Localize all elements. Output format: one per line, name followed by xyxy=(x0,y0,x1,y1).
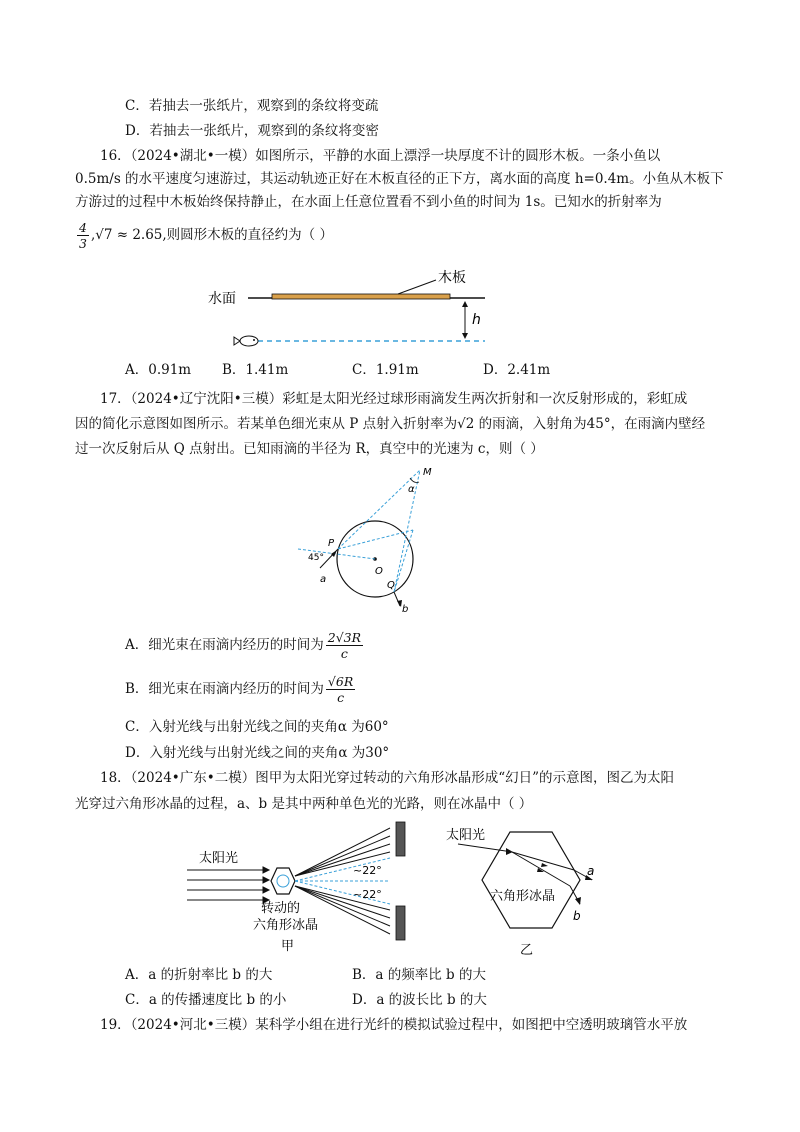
q18-figure-yi xyxy=(440,822,610,958)
q17-option-a: A．细光束在雨滴内经历的时间为 $\frac{2√3R}{c}$ xyxy=(125,630,362,661)
board-label: 木板 xyxy=(438,270,466,286)
label-alpha: α xyxy=(408,484,415,495)
q17-stem-line2: 因的简化示意图如图所示。若某单色细光束从 P 点射入折射率为√2 的雨滴，入射角为45°，在雨滴内壁经 xyxy=(75,416,706,432)
height-arrow-top xyxy=(462,301,468,307)
label-b-yi: b xyxy=(573,909,581,923)
height-arrow-bottom xyxy=(462,333,468,339)
crystal-label-yi: 六角形冰晶 xyxy=(490,889,556,904)
label-b: b xyxy=(402,604,409,615)
q18-option-b: B．a 的频率比 b 的大 xyxy=(352,967,486,983)
incident-arrow-yi xyxy=(506,848,513,855)
q16-option-b: B．1.41m xyxy=(222,362,289,378)
inner-ray-2 xyxy=(394,530,413,592)
q16-option-c: C．1.91m xyxy=(352,362,419,378)
water-label: 水面 xyxy=(208,291,236,307)
q17-option-c: C．入射光线与出射光线之间的夹角α 为60° xyxy=(125,719,389,735)
sun-label-jia: 太阳光 xyxy=(199,851,239,866)
q18-option-a: A．a 的折射率比 b 的大 xyxy=(125,967,273,983)
screen-lower xyxy=(396,906,405,940)
screen-upper xyxy=(396,822,405,856)
q16-stem-line1: 16．（2024•湖北•一模）如图所示，平静的水面上漂浮一块厚度不计的圆形木板。一条小鱼以 xyxy=(100,148,661,164)
q17-option-d: D．入射光线与出射光线之间的夹角α 为30° xyxy=(125,745,390,761)
q15-option-d: D．若抽去一张纸片，观察到的条纹将变密 xyxy=(125,123,379,139)
label-45deg: 45° xyxy=(308,553,324,563)
arrow-a-inside xyxy=(541,863,548,867)
q18-stem-line2: 光穿过六角形冰晶的过程，a、b 是其中两种单色光的光路，则在冰晶中（ ） xyxy=(75,796,533,812)
incident-extension xyxy=(338,470,420,549)
arrow-b-exit xyxy=(575,897,581,905)
q16-figure xyxy=(200,260,500,355)
incident-ray-yi xyxy=(458,844,512,852)
q15-option-c: C．若抽去一张纸片，观察到的条纹将变疏 xyxy=(125,98,379,114)
label-a-yi: a xyxy=(587,864,595,878)
sunlight-rays-jia xyxy=(187,867,269,903)
height-label: h xyxy=(472,312,481,328)
rotating-label-1: 转动的 xyxy=(261,901,301,916)
label-p: P xyxy=(328,538,335,549)
q16-option-a: A．0.91m xyxy=(125,362,192,378)
q19-stem-line1: 19．（2024•河北•三模）某科学小组在进行光纤的模拟试验过程中，如图把中空透明玻璃管水平放 xyxy=(100,1017,688,1033)
label-a: a xyxy=(320,574,327,585)
q17-option-b: B．细光束在雨滴内经历的时间为 $\frac{√6R}{c}$ xyxy=(125,674,354,705)
label-m: M xyxy=(423,467,432,478)
label-q: Q xyxy=(387,580,395,591)
q16-stem-line4: $\frac{4}{3}$ ,√7 ≈ 2.65,则圆形木板的直径约为（ ） xyxy=(79,220,333,251)
ray-b-inside xyxy=(512,852,570,886)
q16-option-d: D．2.41m xyxy=(483,362,551,378)
q17-figure xyxy=(290,460,440,615)
hex-crystal-jia xyxy=(271,868,295,894)
angle-label-lower: ~22° xyxy=(353,888,382,901)
wood-board xyxy=(272,294,450,299)
caption-yi: 乙 xyxy=(520,943,534,958)
rotating-label-2: 六角形冰晶 xyxy=(253,918,319,933)
q18-stem-line1: 18．（2024•广东•二模）图甲为太阳光穿过转动的六角形冰晶形成“幻日”的示意图，图乙为太阳 xyxy=(100,770,675,786)
q16-stem-line3: 方游过的过程中木板始终保持静止，在水面上任意位置看不到小鱼的时间为 1s。已知水的折射率为 xyxy=(75,194,662,210)
sun-label-yi: 太阳光 xyxy=(446,828,486,843)
hex-crystal-yi xyxy=(482,832,580,928)
q18-option-c: C．a 的传播速度比 b 的小 xyxy=(125,992,287,1008)
rotation-icon xyxy=(277,875,289,887)
fish-icon xyxy=(234,336,258,346)
q18-figure-jia xyxy=(185,818,425,958)
exit-extension xyxy=(394,470,420,592)
board-pointer xyxy=(398,280,436,294)
inner-ray-1 xyxy=(338,530,413,549)
caption-jia: 甲 xyxy=(281,939,295,954)
angle-label-upper: ~22° xyxy=(353,864,382,877)
q16-stem-line2: 0.5m/s 的水平速度匀速游过，其运动轨迹正好在木板直径的正下方，离水面的高度 h=0.4m。小鱼从木板下 xyxy=(75,171,724,187)
label-o: O xyxy=(375,566,383,577)
q17-stem-line1: 17．（2024•辽宁沈阳•三模）彩虹是太阳光经过球形雨滴发生两次折射和一次反射形成的，彩虹成 xyxy=(100,391,688,407)
q18-option-d: D．a 的波长比 b 的大 xyxy=(352,992,487,1008)
q16-fraction: $\frac{4}{3}$ xyxy=(79,220,87,251)
q17-stem-line3: 过一次反射后从 Q 点射出。已知雨滴的半径为 R，真空中的光速为 c，则（ ） xyxy=(75,441,544,457)
